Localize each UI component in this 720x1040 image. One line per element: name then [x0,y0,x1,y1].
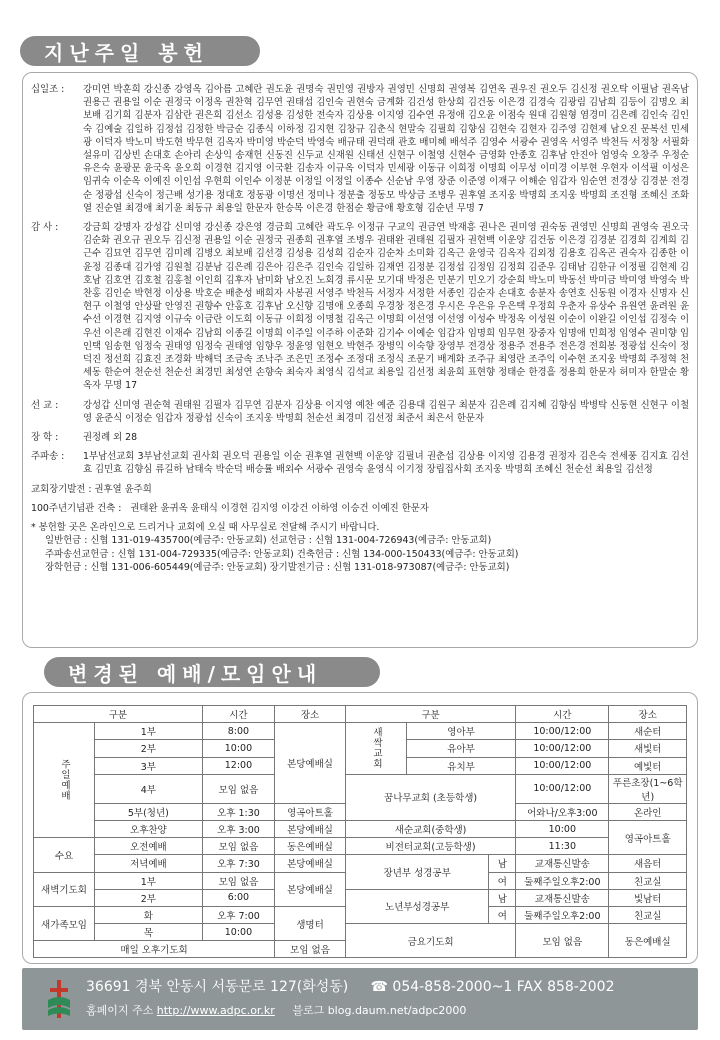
cell: 새순교회(중학생) [345,820,515,837]
saessak-label: 새싹교회 [345,723,406,775]
cell: 오후 1:30 [202,803,274,820]
section-banner-schedule [44,657,380,687]
cell: 모임 없음 [516,924,609,958]
cell: 친교실 [609,872,687,889]
table-row [34,924,687,941]
offering-names: 강미연 박훈희 강신종 강영옥 김아름 고혜란 권도윤 권명숙 권민영 권방자 권영민 신명희 권영복 김연옥 권우진 권오두 김신정 권오탁 이필남 권옥남 권용근 권용일 이순 권정국 이정옥 권찬혁 김무연 권태섭 김인숙 권현숙 금계화 김건성 한상희 김건동 이은경 김경숙 김광림 김남희 김등이 김명오 최보배 김기희 김분자 김삼란 권은희 김선소 김성용 김성한 전숙자 김상용 이지영 김수연 유정애 김오윤 이점숙 원대 김원형 염경미 김은례 김인숙 김인숙 김예술 김일하 김정섭 김정한 박금순 김종식 이하정 김지현 김창규 김춘식 현말숙 김필희 김향심 김현숙 김현자 김주영 김현제 남오진 문복선 민세광 이덕자 박노미 박도현 박무현 김옥자 박미영 박순덕 박영숙 배규태 권덕래 관호 배미혜 배석주 김영수 서광수 권영옥 서영주 박천득 서정창 서필화 설유미 김상빈 손대호 손아리 손상익 송재헌 신동진 신두교 신재원 신태선 신현구 이철영 신현수 금영화 안종호 김후남 안진아 엄영숙 오창주 우정순 유은숙 윤광문 윤국옥 윤오희 이경현 김지영 이국환 김송자 이규옥 이덕자 민세광 이동규 이희정 이명희 이무성 이미경 이부현 우현자 이석필 이성은 임귀숙 이순옥 이예진 이인섭 우현희 이인수 이정분 이정일 이정일 이종수 신순남 우영 장준 이준영 이재구 이해순 임갑자 임순연 전경상 김경분 전경순 정광섭 신숙이 정근배 성기용 정대호 정동광 이명선 정미나 정분출 정동모 박상금 조병우 권후열 조지웅 박명희 조지웅 박명희 조진형 조혜신 조화열 진순열 최경애 최기윤 최동규 최용일 한문자 한승목 이은경 한점순 황금애 황호형 김순년 무명 7 [83,84,689,214]
header-place: 장소 [609,706,687,723]
cell: 교재통신발송 [516,855,609,872]
cell: 10:00 [202,924,274,941]
cell: 생명터 [275,906,346,940]
cell: 새가족모임 [34,906,95,940]
cell: 장년부 성경공부 [345,855,488,889]
offering-row [31,431,689,444]
cell: 10:00 [516,820,609,837]
section-banner-offerings [20,36,260,66]
offering-label: 장 학 : [31,432,59,444]
cell: 영곡아트홀 [609,820,687,854]
account-line: 주파송선교헌금 : 신협 131-004-729335(예금주: 안동교회) 건축헌금 : 신협 134-000-150433(예금주: 안동교회) [45,548,519,560]
offering-row [31,83,689,215]
blog-label: 블로그 [292,1004,325,1017]
cell: 10:00/12:00 [516,740,609,757]
cell: 교재통신발송 [516,889,609,906]
account-line: 장학헌금 : 신협 131-006-605449(예금주: 안동교회) 장기발전기금 : 신협 131-018-973087(예금주: 안동교회) [45,561,510,573]
cell: 모임 없음 [202,838,274,855]
cell: 유치부 [406,757,515,774]
cell: 12:00 [202,757,274,774]
cell: 남 [489,889,516,906]
cell: 빛남터 [609,889,687,906]
cell: 본당예배실 [275,855,346,872]
offering-label: 주파송 : [31,451,65,463]
section-title: 변경된 예배/모임안내 [68,661,323,686]
cell: 노년부성경공부 [345,889,488,923]
offering-row [31,450,689,476]
header-gubun: 구분 [34,706,203,723]
cell: 남 [489,855,516,872]
cell: 저녁예배 [95,855,203,872]
offering-row [31,399,689,425]
account-line: 일반헌금 : 신협 131-019-435700(예금주: 안동교회) 선교헌금 : 신협 131-004-726943(예금주: 안동교회) [45,535,492,547]
cell: 11:30 [516,838,609,855]
offering-names: 권정례 외 28 [83,432,138,444]
header-place: 장소 [275,706,346,723]
notice-intro: * 봉헌할 곳은 온라인으로 드리거나 교회에 오실 때 사무실로 전달해 주시기 바랍니다. [31,522,380,534]
cell: 오후찬양 [95,820,203,837]
cell: 10:00 [202,740,274,757]
table-row [34,889,687,906]
homepage-label: 홈페이지 주소 [86,1004,154,1017]
cell: 오후 7:30 [202,855,274,872]
cell: 오후 3:00 [202,820,274,837]
cell: 친교실 [609,906,687,923]
cell: 본당예배실 [275,820,346,837]
offering-names: 1부남선교회 3부남선교회 권사회 권오덕 권용일 이순 권후열 권현백 이운양 김필녀 권춘섭 김상용 이지영 김용경 권정자 김은숙 전세풍 김지효 김선효 김민효 김향심 류길하 남태숙 박순덕 배승률 배외수 서광수 권영숙 윤영식 이기정 장립집사회 조지웅 박명희 조혜신 천순선 최용일 김선정 [83,451,689,476]
cell: 본당예배실 [275,723,346,804]
cell: 어와나/오후3:00 [516,803,609,820]
cell: 유아부 [406,740,515,757]
cell: 모임 없음 [202,774,274,803]
offering-row [31,221,689,393]
cell: 새빛터 [609,740,687,757]
table-row [34,774,687,803]
cell: 4부 [95,774,203,803]
section-title: 지난주일 봉헌 [44,40,209,65]
footer-web-line [86,1002,466,1018]
cell: 둘째주일오후2:00 [516,906,609,923]
cell: 6:00 [202,889,274,906]
offering-label: 선 교 : [31,399,59,411]
homepage-link[interactable]: http://www.adpc.or.kr [156,1004,275,1017]
cell: 모임 없음 [275,941,346,958]
header-time: 시간 [202,706,274,723]
extra-names: 권태완 윤귀옥 윤태식 이경현 김지영 이강건 이하영 이승건 이예진 한문자 [130,502,429,514]
cell: 2부 [95,740,203,757]
extra-names: 권후열 윤주희 [94,483,152,495]
sunday-label: 주일예배 [34,723,95,838]
cell: 영곡아트홀 [275,803,346,820]
extra-line [31,502,689,515]
cell: 둘째주일오후2:00 [516,872,609,889]
cell: 2부 [95,889,203,906]
cell: 수요 [34,838,95,872]
cell: 금요기도회 [345,924,515,958]
cell: 동은예배실 [275,838,346,855]
cell: 예빛터 [609,757,687,774]
cell: 3부 [95,757,203,774]
schedule-table [33,705,687,958]
cell: 오후 7:00 [202,906,274,923]
header-gubun: 구분 [345,706,515,723]
cell: 1부 [95,872,203,889]
church-logo-icon [46,978,72,1020]
cell: 모임 없음 [202,872,274,889]
cell: 꿈나무교회 (초등학생) [345,774,515,820]
table-row [34,838,687,855]
header-time: 시간 [516,706,609,723]
cell: 온라인 [609,803,687,820]
address: 36691 경북 안동시 서동문로 127(화성동) [86,979,349,995]
cell: 영아부 [406,723,515,740]
footer-address-line [86,976,615,996]
cell: 여 [489,872,516,889]
cell: 8:00 [202,723,274,740]
cell: 10:00/12:00 [516,774,609,803]
cell: 동은예배실 [609,924,687,958]
cell: 새음터 [609,855,687,872]
table-row [34,855,687,872]
extra-label: 100주년기념관 건축 : [31,502,122,514]
table-row [34,723,687,740]
table-header-row [34,706,687,723]
cell: 목 [95,924,203,941]
cell: 비전터교회(고등학생) [345,838,515,855]
table-row [34,820,687,837]
cell: 새순터 [609,723,687,740]
offering-label: 감 사 : [31,222,59,234]
schedule-panel [22,692,698,964]
offering-notice [31,521,689,574]
cell: 5부(청년) [95,803,203,820]
offering-names: 강금희 강명자 강성갑 신미영 강신종 강은영 경금희 고혜란 곽도우 이정규 구교익 권금연 박재흥 권나은 권미영 권숙동 권영민 신명희 권영숙 권오국 김순화 권오규 권오두 김신정 권용일 이순 권정국 권종희 권후열 조병우 권태완 권태원 김필자 권현백 이운양 김건동 이은경 김경분 김경희 김계희 김근수 김묘연 김무연 김미례 김병오 최보배 김선경 김성용 김성희 김순자 김순차 소미화 김옥근 윤영국 김옥자 김외정 김용호 김옥곤 권숙자 김종한 이윤정 김종대 김가영 김원철 김분남 김은례 김은아 김은주 김인숙 김일하 김재연 김정분 김정섭 김정임 김정희 김준우 김태남 김한규 이정필 김현제 김호남 김호연 김호철 김홍철 이인희 김후자 남미화 남오진 노회경 류시문 모기대 박정은 민분기 민오기 강순희 박노미 박동선 박미금 박미영 박영숙 박찬홍 김인순 박현정 이상용 박호순 배춘성 배희자 사봉권 서영주 박천득 서정자 서정한 서종인 김순자 손대호 송분자 송연호 신동원 이경자 신명자 신현구 이철영 안상팔 안영진 권향수 안홍호 김후남 오신향 김명애 오종희 우경창 정은경 우시은 우은유 우은택 우정희 우춘자 유상수 유원연 윤려원 윤수선 이경현 김지영 이규숙 이금란 이도희 이동규 이희정 이명철 김옥근 이명희 이선영 이선영 이성수 박정옥 이성원 이순이 이완길 이인섭 김정숙 이우선 이은래 김현진 이재수 김남희 이종길 이명희 이주일 이주하 이준화 김기수 이예순 임갑자 임명희 임무현 장중자 임명애 민희정 임영수 권미향 임인택 임송현 임정숙 권태영 임정숙 권태영 임향우 정윤영 임현오 박현주 장병익 이숙향 장영부 전경상 정용주 전용주 전은경 전희봉 정광섭 신숙이 정덕진 정선희 김효진 조경화 박해덕 조금속 조낙주 조은민 조정수 조정대 조정식 조문기 배계화 조주규 최영란 조주익 이수현 조지웅 박명희 주정혁 천세동 한순여 천순선 천순선 최경민 최성연 손향숙 최숙자 최영식 김석교 최용일 김선정 최윤희 표현향 정태순 한경흘 정용희 한문자 허미자 한말순 황옥자 무명 17 [83,222,689,392]
blog-link[interactable]: blog.daum.net/adpc2000 [327,1004,467,1017]
cell: 10:00/12:00 [516,757,609,774]
offering-names: 강성갑 신미영 권순혁 권태원 김필자 김무연 김분자 김상용 이지영 예찬 예준 김용대 김원구 최분자 김은례 김지혜 김향심 박병탁 신동현 신현구 이철영 윤준식 이정순 임갑자 정광섭 신숙이 조지웅 박명희 천순선 최경미 김선정 최준서 최은서 한문자 [83,399,689,424]
extra-label: 교회장기발전 : [31,483,92,495]
cell: 본당예배실 [275,872,346,906]
cell: 여 [489,906,516,923]
extra-line [31,483,689,496]
cell: 오전예배 [95,838,203,855]
offerings-panel [22,72,698,648]
cell: 1부 [95,723,203,740]
cell: 10:00/12:00 [516,723,609,740]
cell: 화 [95,906,203,923]
cell: 푸른초장(1~6학년) [609,774,687,803]
phone: ☎ 054-858-2000~1 FAX 858-2002 [370,979,615,995]
cell: 매일 오후기도회 [34,941,275,958]
cell: 새벽기도회 [34,872,95,906]
footer [22,968,698,1030]
offering-label: 십일조 : [31,84,65,95]
